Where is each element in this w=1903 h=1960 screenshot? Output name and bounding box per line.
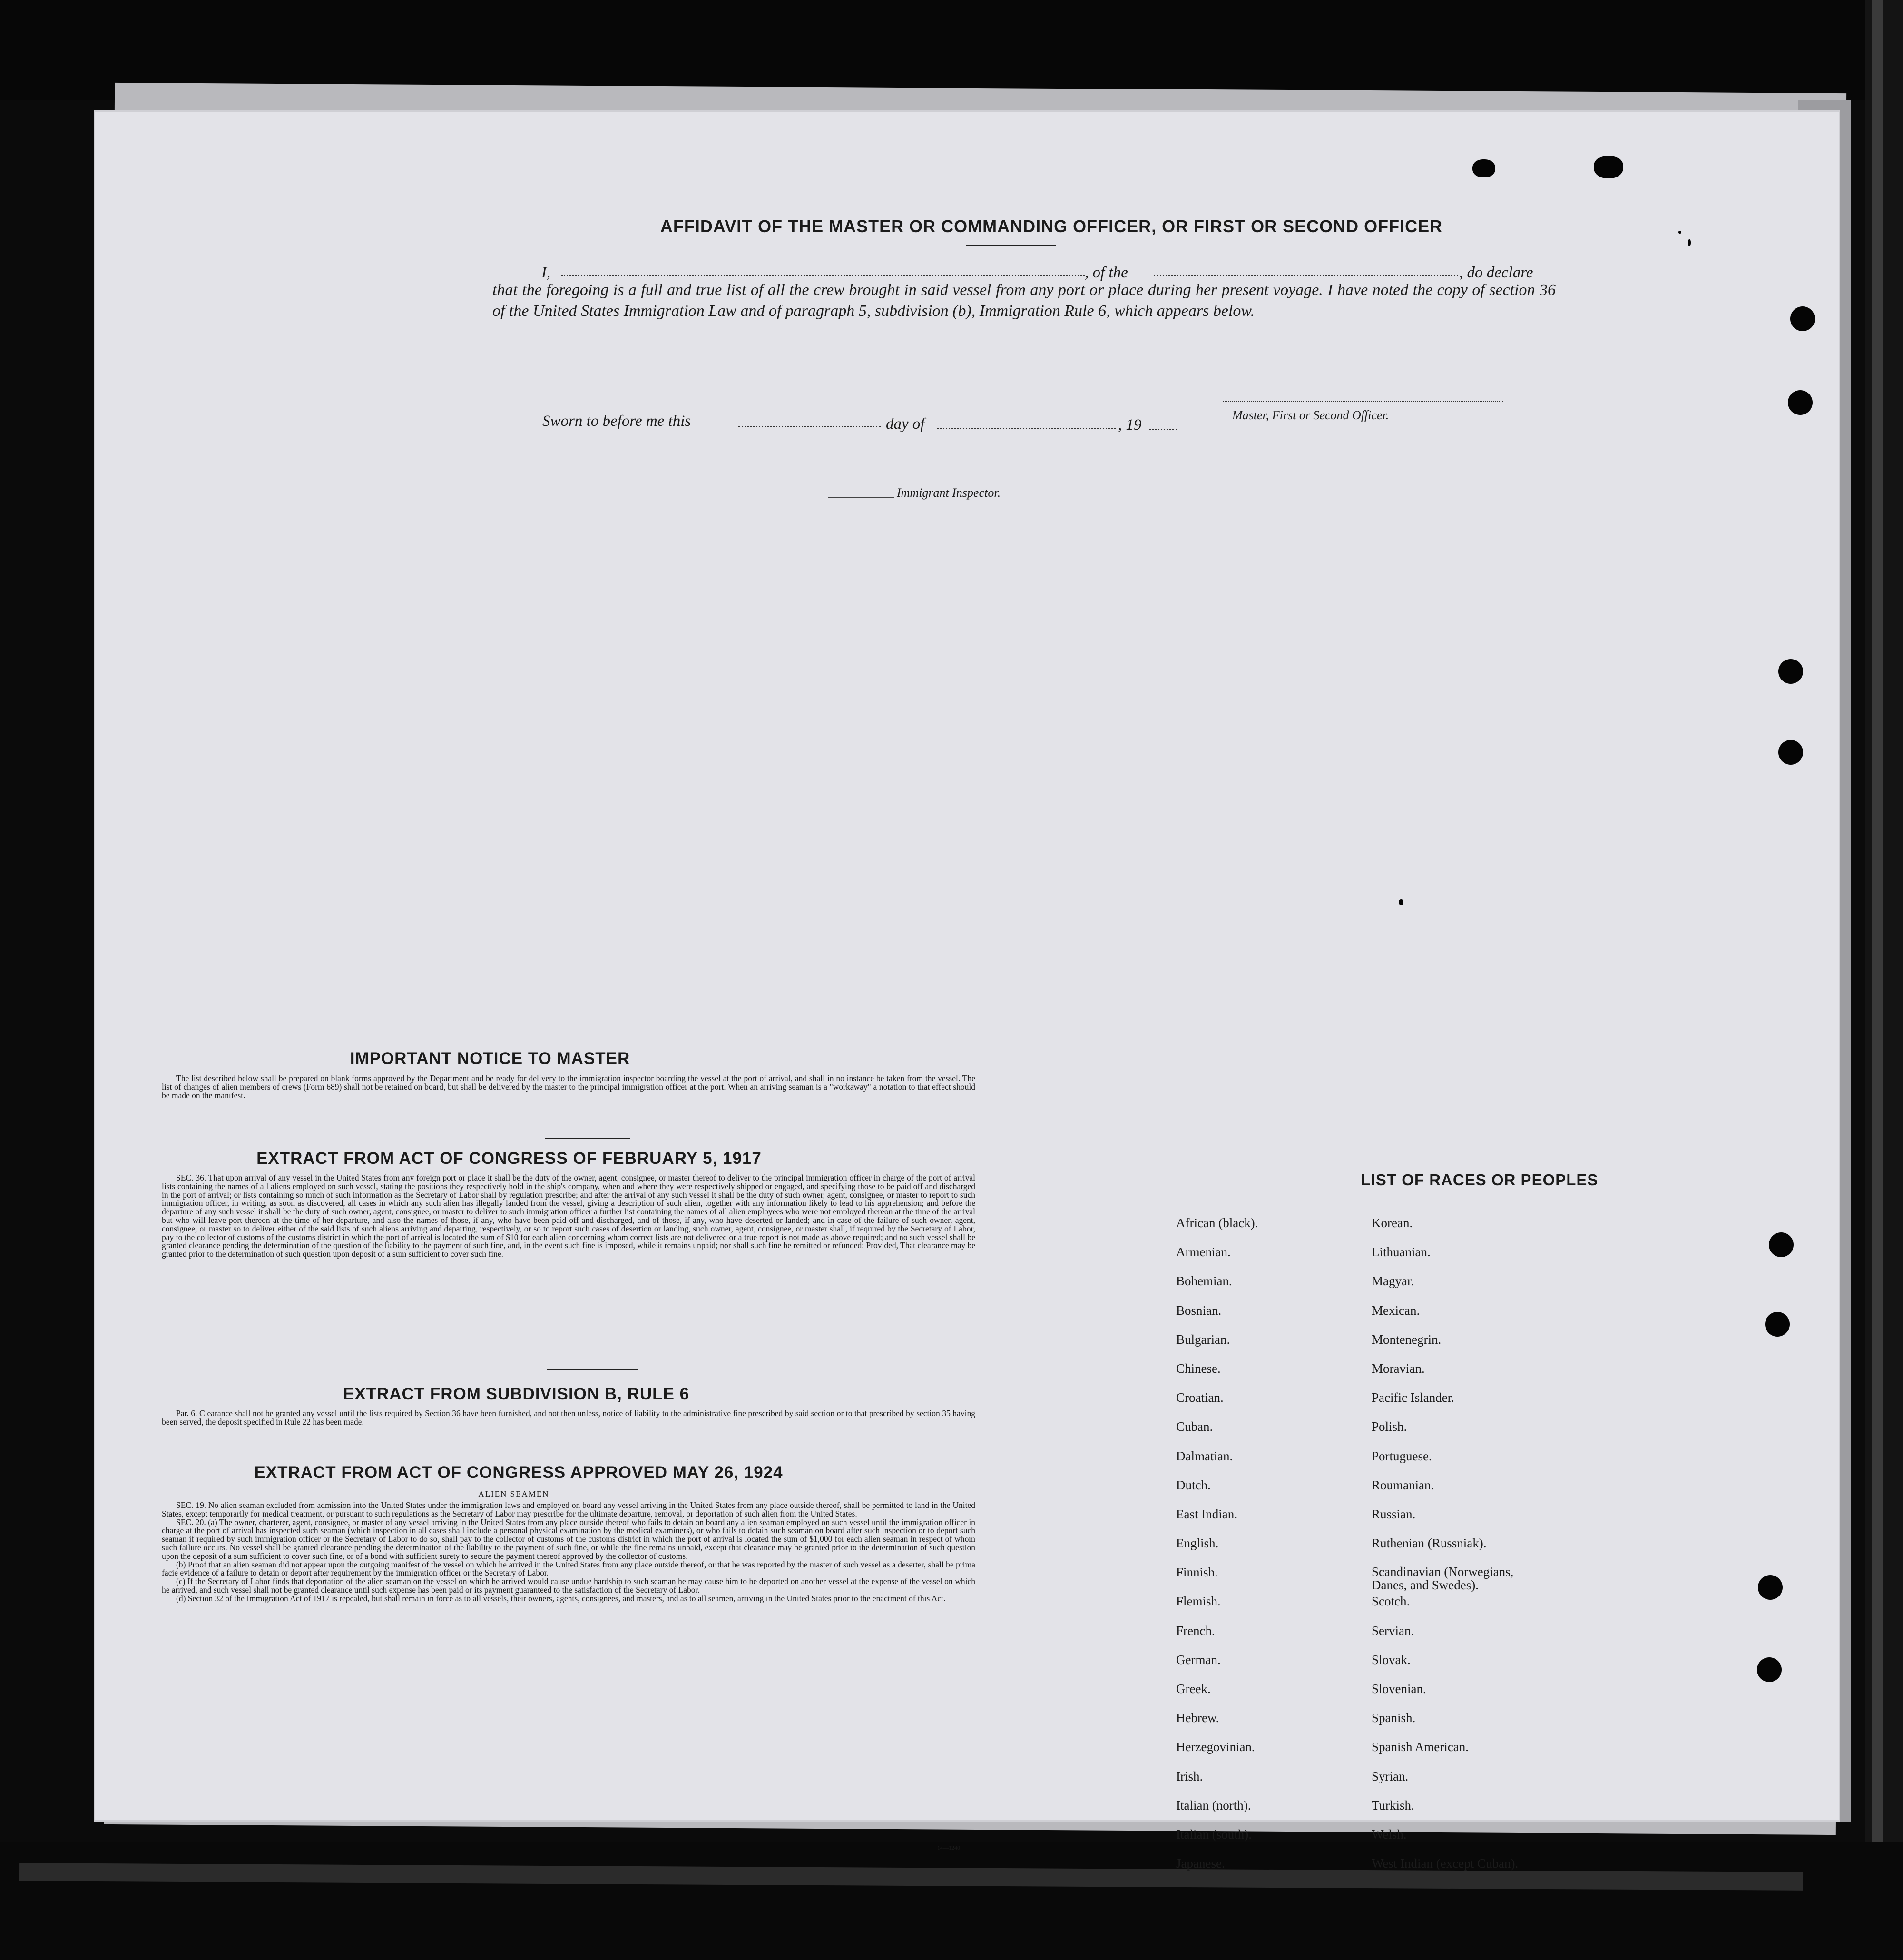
film-edge-strip <box>1872 0 1883 1960</box>
race-item: Bosnian. <box>1176 1303 1222 1318</box>
race-item: Spanish. <box>1372 1711 1416 1725</box>
race-item: Korean. <box>1372 1216 1413 1230</box>
race-item: Mexican. <box>1372 1303 1420 1318</box>
race-item: Armenian. <box>1176 1245 1231 1260</box>
extract-1924-text <box>162 1501 975 1603</box>
race-item: East Indian. <box>1176 1507 1237 1521</box>
ink-blot-icon <box>1594 156 1623 178</box>
section-20b-paragraph: (b) Proof that an alien seaman did not appear upon the outgoing manifest of the vessel on which he arrived in the United States from any place outside thereof, or that he was reported by the master of such vessel as a deserter, shall be prima facie evidence of a failure to detain or deport after requirement by the immigration officer or the Secretary of Labor. <box>162 1559 975 1578</box>
film-frame-right <box>1865 0 1903 1960</box>
punch-hole-icon <box>1778 740 1803 765</box>
race-item: Japanese. <box>1176 1856 1225 1871</box>
notice-text <box>162 1074 975 1100</box>
race-item: English. <box>1176 1536 1219 1551</box>
ink-speck-icon <box>1688 239 1691 246</box>
race-item: Slovak. <box>1372 1652 1411 1667</box>
section-20a-paragraph: SEC. 20. (a) The owner, charterer, agent, consignee, or master of any vessel arriving in the United States from any place outside thereof who fails to detain on board any alien seaman employed on such vessel until the immigration officer in charge at the port of arrival has inspected such seaman (which inspection in all cases shall include a personal physical examination by the medical examiners), or who fails to detain such seaman on board after such inspection or to deport such seaman if required by such immigration officer or the Secretary of Labor to do so, shall pay to the collector of customs of the customs district in which the port of arrival is located the sum of $1,000 for each alien seaman in respect of whom such failure occurs. No vessel shall be granted clearance pending the determination of the liability to the payment of such fine, or while the fine remains unpaid, except that clearance may be granted prior to the determination of such question upon the deposit of a sum sufficient to cover such fine, or of a bond with sufficient surety to secure the payment thereof approved by the collector of customs. <box>162 1517 975 1561</box>
race-item: Dutch. <box>1176 1477 1211 1492</box>
section-20c-paragraph: (c) If the Secretary of Labor finds that deportation of the alien seaman on the vessel on which he arrived would cause undue hardship to such seaman he may cause him to be deported on another vessel at the expense of the vessel on which he arrived, and such vessel shall not be granted clearance until such expense has been paid or its payment guaranteed to the satisfaction of the Secretary of Labor. <box>162 1576 975 1595</box>
year-prefix: , 19 <box>1118 416 1142 433</box>
affidavit-of-the: , of the <box>1085 264 1128 281</box>
master-signature-blank[interactable] <box>1223 401 1503 402</box>
film-frame-bottom <box>0 1842 1903 1960</box>
punch-hole-icon <box>1758 1575 1783 1600</box>
race-item: Welsh. <box>1372 1827 1407 1842</box>
race-item: Hebrew. <box>1176 1711 1219 1725</box>
race-item: Bohemian. <box>1176 1274 1232 1289</box>
race-item: Croatian. <box>1176 1390 1224 1405</box>
punch-hole-icon <box>1769 1232 1794 1257</box>
inspector-label: Immigrant Inspector. <box>897 486 1001 500</box>
race-item: Cuban. <box>1176 1419 1213 1434</box>
extract-1917-text <box>162 1174 975 1259</box>
ink-speck-icon <box>1678 231 1681 234</box>
notice-paragraph: The list described below shall be prepared on blank forms approved by the Department and be ready for delivery to the immigration inspector boarding the vessel at the port of arrival, and shall in no instance be taken from the vessel. The list of changes of alien members of crews (Form 689) shall not be retained on board, but shall be delivered by the master to the principal immigration officer at the port. When an arriving seaman is a "workaway" a notation to that effect should be made on the manifest. <box>162 1074 975 1100</box>
races-column-2 <box>1372 1216 1548 1885</box>
race-item: Irish. <box>1176 1769 1203 1783</box>
document-page <box>95 112 1839 1871</box>
section-20d-paragraph: (d) Section 32 of the Immigration Act of 1917 is repealed, but shall remain in force as to all vessels, their owners, agents, consignees, and masters, and as to all seamen, arriving in the United States prior to the enactment of this Act. <box>176 1593 946 1603</box>
race-item: Russian. <box>1372 1507 1416 1521</box>
sworn-label: Sworn to before me this <box>542 413 691 430</box>
race-item: Polish. <box>1372 1419 1407 1434</box>
race-item: Ruthenian (Russniak). <box>1372 1536 1487 1551</box>
race-item: French. <box>1176 1623 1215 1638</box>
race-item: Scotch. <box>1372 1594 1410 1609</box>
rule6-title: EXTRACT FROM SUBDIVISION B, RULE 6 <box>343 1385 690 1403</box>
races-column-1 <box>1176 1216 1258 1885</box>
extract-1924-title: EXTRACT FROM ACT OF CONGRESS APPROVED MAY 26, 1924 <box>254 1463 783 1482</box>
race-item: Greek. <box>1176 1682 1211 1696</box>
name-blank[interactable] <box>561 275 1085 276</box>
race-item: Portuguese. <box>1372 1448 1432 1463</box>
vessel-blank[interactable] <box>1154 275 1458 276</box>
race-item: Slovenian. <box>1372 1682 1426 1696</box>
race-item: Scandinavian (Norwegians, Danes, and Swedes). <box>1372 1565 1514 1593</box>
race-item: Spanish American. <box>1372 1740 1469 1754</box>
race-item: Roumanian. <box>1372 1477 1434 1492</box>
form-number: 14—1240 <box>937 1844 960 1851</box>
punch-hole-icon <box>1757 1657 1782 1682</box>
race-item: Turkish. <box>1372 1798 1414 1812</box>
race-item: Finnish. <box>1176 1565 1218 1580</box>
master-signature-label: Master, First or Second Officer. <box>1232 408 1389 422</box>
notice-title: IMPORTANT NOTICE TO MASTER <box>350 1049 630 1068</box>
race-item: Syrian. <box>1372 1769 1409 1783</box>
sworn-year-blank[interactable] <box>1149 429 1177 430</box>
day-of-label: day of <box>886 415 925 433</box>
notice-rule <box>545 1138 630 1139</box>
affidavit-do-declare: , do declare <box>1459 264 1533 281</box>
ink-blot-icon <box>1472 159 1495 177</box>
race-item: German. <box>1176 1652 1221 1667</box>
race-item: Servian. <box>1372 1623 1414 1638</box>
rule6-text <box>162 1409 975 1427</box>
punch-hole-icon <box>1790 306 1815 331</box>
race-item: Bulgarian. <box>1176 1332 1230 1347</box>
rule6-paragraph: Par. 6. Clearance shall not be granted any vessel until the lists required by Section 36 have been furnished, and not then unless, notice of liability to the administrative fine prescribed by said section or to that prescribed by section 35 having been served, the deposit specified in Rule 22 has been made. <box>162 1408 975 1427</box>
races-title: LIST OF RACES OR PEOPLES <box>1361 1171 1599 1189</box>
sworn-day-blank[interactable] <box>738 426 881 427</box>
affidavit-body: that the foregoing is a full and true list of all the crew brought in said vessel from any port or place during her present voyage. I have noted the copy of section 36 of the United States Immigration Law and of paragraph 5, subdivision (b), Immigration Rule 6, which appears below. <box>492 281 1556 320</box>
punch-hole-icon <box>1788 390 1813 415</box>
ink-speck-icon <box>1399 899 1403 905</box>
race-item: Pacific Islander. <box>1372 1390 1454 1405</box>
race-item: West Indian (except Cuban). <box>1372 1856 1519 1871</box>
race-item: African (black). <box>1176 1216 1258 1230</box>
race-item: Italian (north). <box>1176 1798 1251 1812</box>
punch-hole-icon <box>1778 659 1803 684</box>
sworn-month-blank[interactable] <box>937 428 1116 429</box>
race-item: Chinese. <box>1176 1361 1221 1376</box>
race-item: Moravian. <box>1372 1361 1425 1376</box>
alien-seamen-subhead: ALIEN SEAMEN <box>478 1489 549 1498</box>
punch-hole-icon <box>1765 1312 1790 1337</box>
affidavit-title: AFFIDAVIT OF THE MASTER OR COMMANDING OFFICER, OR FIRST OR SECOND OFFICER <box>660 217 1443 236</box>
extract-1917-rule <box>547 1369 638 1370</box>
affidavit-i-label: I, <box>541 264 551 281</box>
section-36-paragraph: SEC. 36. That upon arrival of any vessel in the United States from any foreign port or place it shall be the duty of the owner, agent, consignee, or master thereof to deliver to the principal immigration officer in charge of the port of arrival lists containing the names of all aliens employed on such vessel, stating the positions they respectively hold in the ship's company, when and where they were respectively shipped or engaged, and specifying those to be paid off and discharged in the port of arrival; or lists containing so much of such information as the Secretary of Labor shall by regulation prescribe; and after the arrival of any such vessel it shall be the duty of such owner, agent, consignee, or master to report to such immigration officer, in writing, as soon as discovered, all cases in which any such alien has illegally landed from the vessel, giving a description of such alien, together with any information likely to lead to his apprehension; and before the departure of any such vessel it shall be the duty of such owner, agent, consignee, or master to deliver to such immigration officer a further list containing the names of all alien employees who were not employed thereon at the time of the arrival but who will leave port thereon at the time of her departure, and also the names of those, if any, who have been paid off and discharged, and of those, if any, who have deserted or landed; and in case of the failure of such owner, agent, consignee, or master so to deliver either of the said lists of such aliens arriving and departing, respectively, or so to report such cases of desertion or landing, such owner, agent, consignee, or master shall, if required by the Secretary of Labor, pay to the collector of customs of the customs district in which the port of arrival is located the sum of $10 for each alien concerning whom correct lists are not delivered or a true report is not made as above required; and no such vessel shall be granted clearance pending the determination of the question of the liability to the payment of such fine, and, in the event such fine is imposed, while it remains unpaid; nor shall such fine be remitted or refunded: Provided, That clearance may be granted prior to the determination of such question upon deposit of a sum sufficient to cover such fine. <box>162 1173 975 1259</box>
race-item: Magyar. <box>1372 1274 1414 1289</box>
race-item: Montenegrin. <box>1372 1332 1442 1347</box>
inspector-short-line <box>828 497 894 498</box>
race-item: Italian (south). <box>1176 1827 1252 1842</box>
extract-1917-title: EXTRACT FROM ACT OF CONGRESS OF FEBRUARY 5, 1917 <box>256 1149 762 1168</box>
title-rule <box>966 245 1056 246</box>
race-item: Lithuanian. <box>1372 1245 1431 1260</box>
section-19-paragraph: SEC. 19. No alien seaman excluded from admission into the United States under the immigration laws and employed on board any vessel arriving in the United States from any place outside thereof, shall be permitted to land in the United States, except temporarily for medical treatment, or pursuant to such regulations as the Secretary of Labor may prescribe for the ultimate departure, removal, or deportation of such alien from the United States. <box>162 1500 975 1518</box>
race-item: Dalmatian. <box>1176 1448 1233 1463</box>
race-item: Herzegovinian. <box>1176 1740 1255 1754</box>
race-item: Flemish. <box>1176 1594 1221 1609</box>
